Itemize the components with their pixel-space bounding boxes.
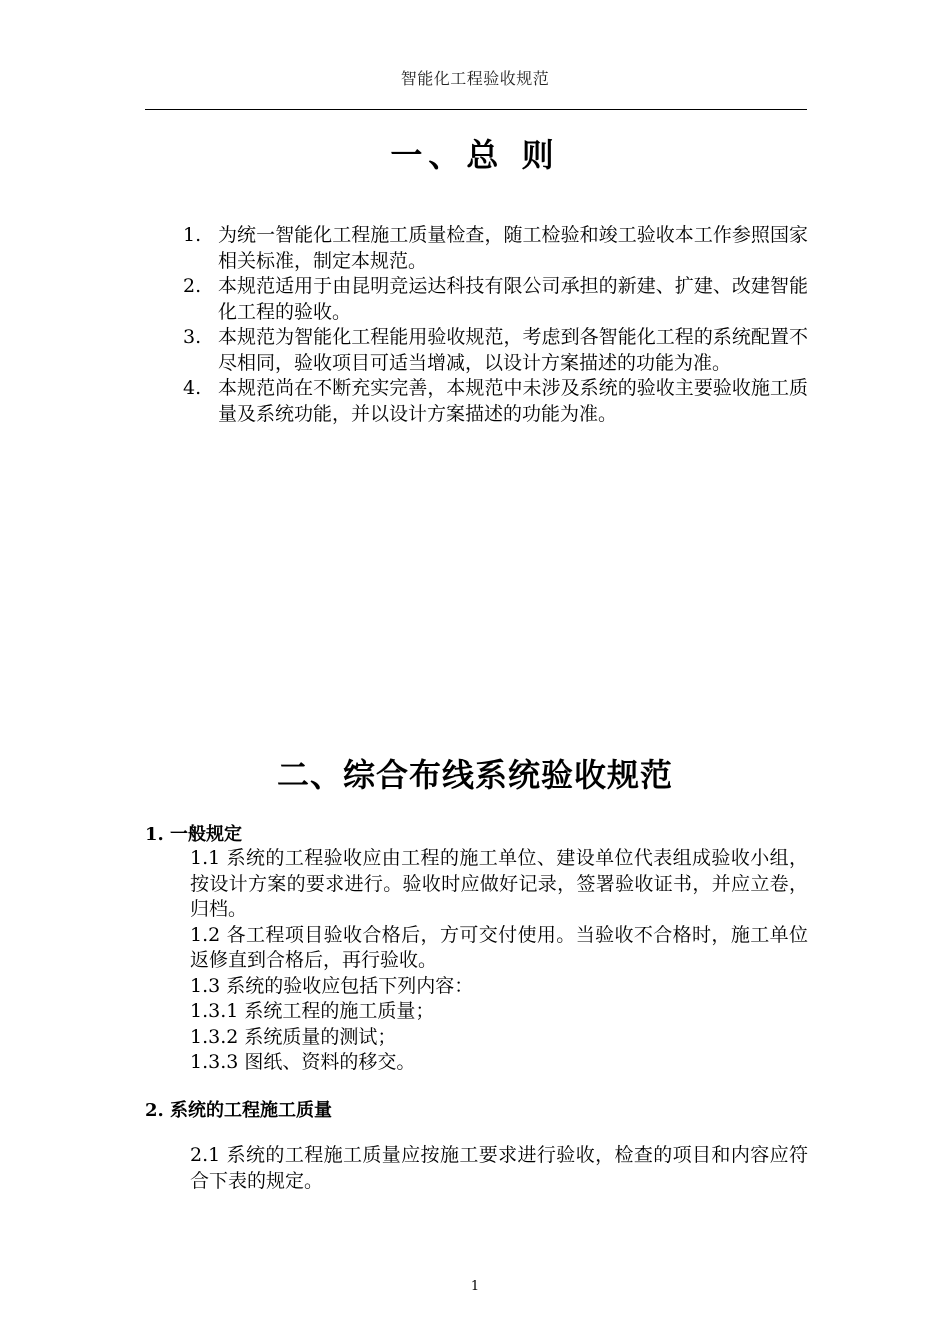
list-item <box>183 274 808 325</box>
list-item-number: 2. <box>183 275 202 297</box>
construction-quality-body <box>190 1143 808 1194</box>
header-divider <box>145 109 807 110</box>
list-item <box>183 376 808 427</box>
list-item-number: 1. <box>183 224 202 246</box>
list-item-text: 本规范尚在不断充实完善，本规范中未涉及系统的验收主要验收施工质量及系统功能，并以设计方案描述的功能为准。 <box>218 377 808 425</box>
paragraph: 1.3.2 系统质量的测试； <box>190 1025 397 1048</box>
list-item <box>183 325 808 376</box>
general-principles-list <box>183 223 808 427</box>
paragraph: 1.3.3 图纸、资料的移交。 <box>190 1051 416 1073</box>
section1-title: 一、总 则 <box>390 136 560 174</box>
list-item-text: 本规范适用于由昆明竞运达科技有限公司承担的新建、扩建、改建智能化工程的验收。 <box>218 275 808 323</box>
paragraph: 1.1 系统的工程验收应由工程的施工单位、建设单位代表组成验收小组，按设计方案的要求进行。验收时应做好记录，签署验收证书，并应立卷，归档。 <box>190 847 808 920</box>
list-item-number: 3. <box>183 326 202 348</box>
subsection-heading-general-rules: 1. 一般规定 <box>145 824 243 845</box>
paragraph: 1.2 各工程项目验收合格后，方可交付使用。当验收不合格时，施工单位返修直到合格后，再行验收。 <box>190 923 808 971</box>
running-header: 智能化工程验收规范 <box>400 69 550 88</box>
section2-title: 二、综合布线系统验收规范 <box>276 756 673 794</box>
list-item <box>183 223 808 274</box>
paragraph: 1.3.1 系统工程的施工质量； <box>190 1000 435 1022</box>
list-item-text: 本规范为智能化工程能用验收规范，考虑到各智能化工程的系统配置不尽相同，验收项目可适当增减，以设计方案描述的功能为准。 <box>218 326 808 374</box>
paragraph: 2.1 系统的工程施工质量应按施工要求进行验收，检查的项目和内容应符合下表的规定。 <box>190 1144 808 1192</box>
list-item-number: 4. <box>183 377 202 399</box>
paragraph: 1.3 系统的验收应包括下列内容： <box>190 974 474 997</box>
list-item-text: 为统一智能化工程施工质量检查，随工检验和竣工验收本工作参照国家相关标准，制定本规范。 <box>218 224 808 272</box>
subsection-heading-construction-quality: 2. 系统的工程施工质量 <box>145 1100 333 1121</box>
general-rules-body <box>190 846 808 1076</box>
page-number: 1 <box>470 1279 480 1294</box>
